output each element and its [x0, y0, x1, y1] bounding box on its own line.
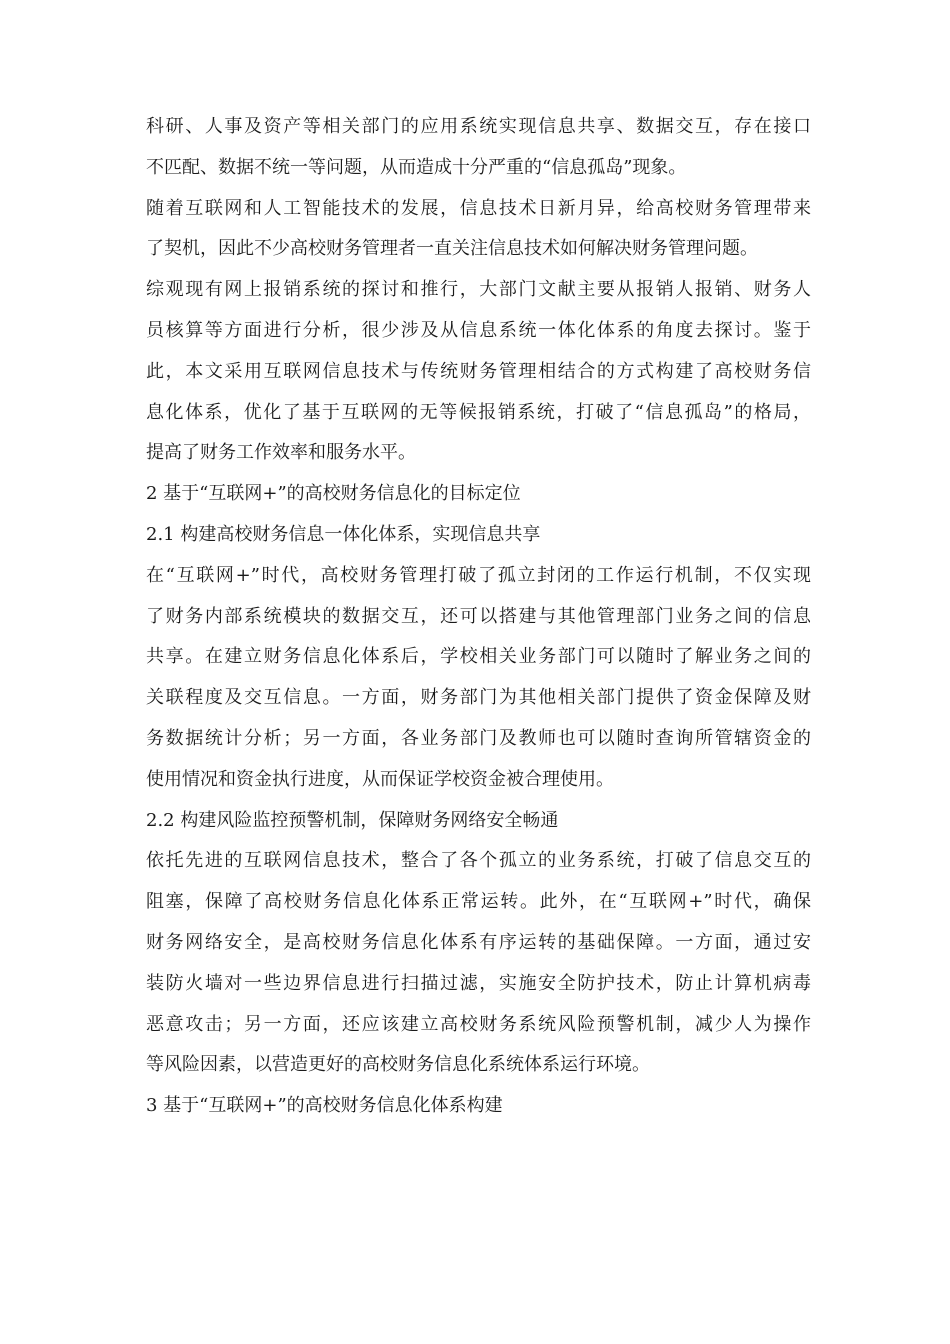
heading-text: 2.2 构建风险监控预警机制，保障财务网络安全畅通 — [146, 809, 559, 831]
paragraph-network-security — [146, 841, 811, 1086]
text-line: 务数据统计分析；另一方面，各业务部门及教师也可以随时查询所管辖资金的 — [146, 727, 811, 749]
text-line: 依托先进的互联网信息技术，整合了各个孤立的业务系统，打破了信息交互的 — [146, 850, 811, 872]
section-heading-3 — [146, 1086, 811, 1127]
text-line: 了财务内部系统模块的数据交互，还可以搭建与其他管理部门业务之间的信息 — [146, 605, 811, 627]
subsection-heading-2-1 — [146, 515, 811, 556]
text-line: 员核算等方面进行分析，很少涉及从信息系统一体化体系的角度去探讨。鉴于 — [146, 319, 811, 341]
heading-text: 2.1 构建高校财务信息一体化体系，实现信息共享 — [146, 523, 541, 545]
text-line: 提高了财务工作效率和服务水平。 — [146, 442, 416, 464]
subsection-heading-2-2 — [146, 801, 811, 842]
text-line: 息化体系，优化了基于互联网的无等候报销系统，打破了“信息孤岛”的格局， — [146, 401, 811, 423]
text-line: 综观现有网上报销系统的探讨和推行，大部门文献主要从报销人报销、财务人 — [146, 279, 811, 301]
text-line: 恶意攻击；另一方面，还应该建立高校财务系统风险预警机制，减少人为操作 — [146, 1013, 811, 1035]
text-line: 共享。在建立财务信息化体系后，学校相关业务部门可以随时了解业务之间的 — [146, 646, 811, 668]
text-line: 财务网络安全，是高校财务信息化体系有序运转的基础保障。一方面，通过安 — [146, 931, 811, 953]
document-page — [146, 107, 811, 1127]
text-line: 使用情况和资金执行进度，从而保证学校资金被合理使用。 — [146, 768, 614, 790]
text-line: 在“互联网+”时代，高校财务管理打破了孤立封闭的工作运行机制，不仅实现 — [146, 564, 811, 586]
text-line: 随着互联网和人工智能技术的发展，信息技术日新月异，给高校财务管理带来 — [146, 197, 811, 219]
paragraph-information-silos — [146, 107, 811, 189]
text-line: 等风险因素，以营造更好的高校财务信息化系统体系运行环境。 — [146, 1054, 650, 1076]
paragraph-technology-development — [146, 189, 811, 271]
section-heading-2 — [146, 474, 811, 515]
text-line: 关联程度及交互信息。一方面，财务部门为其他相关部门提供了资金保障及财 — [146, 687, 811, 709]
text-line: 科研、人事及资产等相关部门的应用系统实现信息共享、数据交互，存在接口 — [146, 116, 811, 137]
paragraph-information-sharing — [146, 556, 811, 801]
text-line: 阻塞，保障了高校财务信息化体系正常运转。此外，在“互联网+”时代，确保 — [146, 891, 811, 913]
paragraph-literature-review — [146, 270, 811, 474]
text-line: 了契机，因此不少高校财务管理者一直关注信息技术如何解决财务管理问题。 — [146, 238, 758, 260]
text-line: 装防火墙对一些边界信息进行扫描过滤，实施安全防护技术，防止计算机病毒 — [146, 972, 811, 994]
heading-text: 3 基于“互联网+”的高校财务信息化体系构建 — [146, 1095, 503, 1117]
text-line: 不匹配、数据不统一等问题，从而造成十分严重的“信息孤岛”现象。 — [146, 156, 687, 178]
text-line: 此，本文采用互联网信息技术与传统财务管理相结合的方式构建了高校财务信 — [146, 360, 811, 382]
heading-text: 2 基于“互联网+”的高校财务信息化的目标定位 — [146, 483, 521, 505]
